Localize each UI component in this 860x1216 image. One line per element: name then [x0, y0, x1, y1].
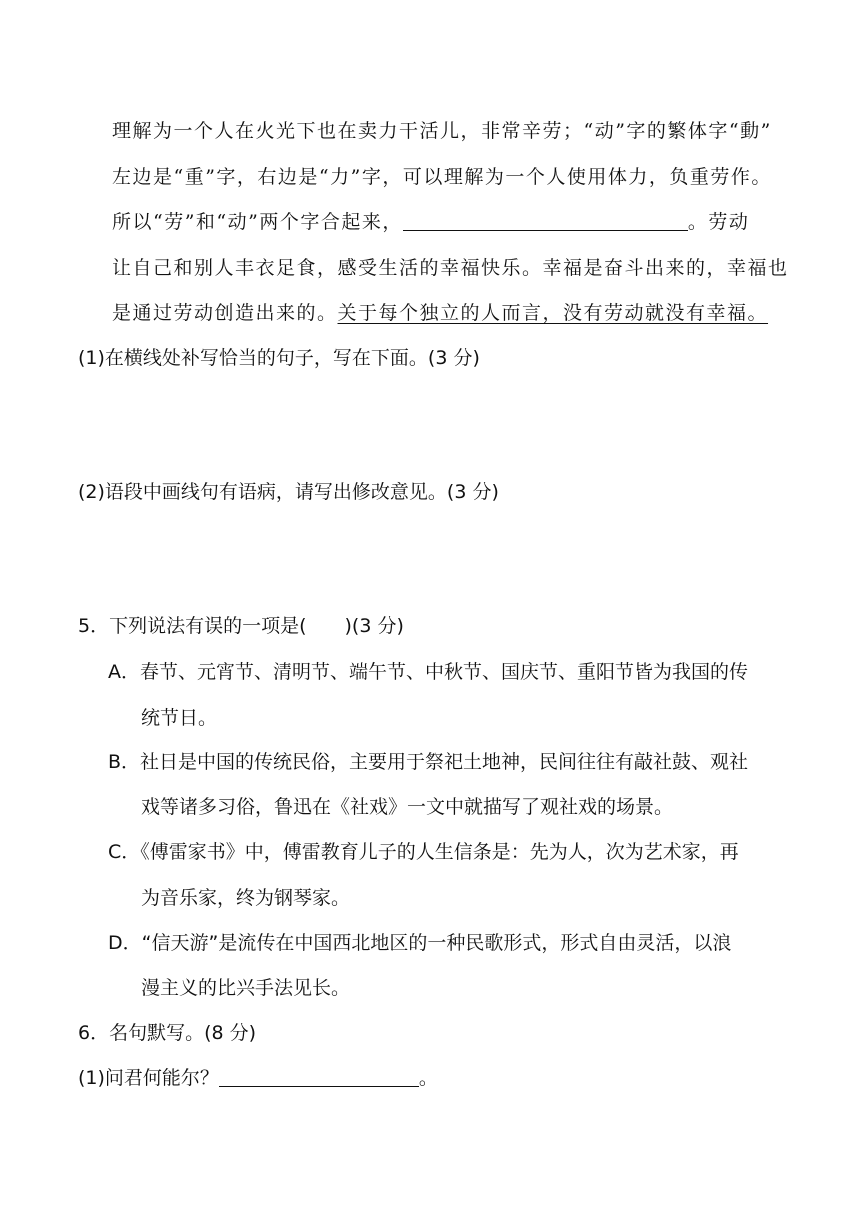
- q6-sub1-after: 。: [418, 1067, 438, 1089]
- passage-line-5-plain: 是通过劳动创造出来的。: [112, 302, 338, 324]
- passage-line-1: 理解为一个人在火光下也在卖力干活儿，非常辛劳；“动”字的繁体字“動”: [112, 120, 772, 142]
- q5-stem: 5．下列说法有误的一项是( )(3 分): [78, 615, 404, 637]
- passage-line-3-before: 所以“劳”和“动”两个字合起来，: [112, 211, 403, 233]
- answer-blank-1[interactable]: [403, 212, 688, 231]
- q6-sub1: [78, 1063, 438, 1090]
- underlined-sentence: 关于每个独立的人而言，没有劳动就没有幸福。: [337, 302, 769, 324]
- passage-line-3-after: 。劳动: [687, 211, 750, 233]
- q5-option-a-line-1: A．春节、元宵节、清明节、端午节、中秋节、国庆节、重阳节皆为我国的传: [108, 661, 748, 683]
- q5-option-b-line-1: B．社日是中国的传统民俗，主要用于祭祀土地神，民间往往有敲社鼓、观社: [108, 751, 749, 773]
- q4-sub1: (1)在横线处补写恰当的句子，写在下面。(3 分): [78, 347, 480, 369]
- q4-sub2: (2)语段中画线句有语病，请写出修改意见。(3 分): [78, 481, 499, 503]
- q5-option-c-line-2: 为音乐家，终为钢琴家。: [141, 887, 351, 909]
- passage-line-5: [112, 298, 768, 325]
- q5-option-a-line-2: 统节日。: [141, 707, 218, 729]
- q6-stem: 6．名句默写。(8 分): [78, 1022, 257, 1044]
- q5-option-b-line-2: 戏等诸多习俗，鲁迅在《社戏》一文中就描写了观社戏的场景。: [141, 796, 674, 818]
- passage-line-2: 左边是“重”字，右边是“力”字，可以理解为一个人使用体力，负重劳作。: [112, 166, 772, 188]
- answer-blank-2[interactable]: [219, 1068, 419, 1087]
- passage-line-4: 让自己和别人丰衣足食，感受生活的幸福快乐。幸福是奋斗出来的，幸福也: [112, 257, 789, 279]
- q5-option-c-line-1: C．《傅雷家书》中，傅雷教育儿子的人生信条是：先为人，次为艺术家，再: [108, 841, 739, 863]
- q5-option-d-line-1: D．“信天游”是流传在中国西北地区的一种民歌形式，形式自由灵活，以浪: [108, 932, 732, 954]
- q6-sub1-before: (1)问君何能尔？: [78, 1067, 219, 1089]
- passage-line-3: [112, 207, 749, 234]
- q5-option-d-line-2: 漫主义的比兴手法见长。: [141, 977, 351, 999]
